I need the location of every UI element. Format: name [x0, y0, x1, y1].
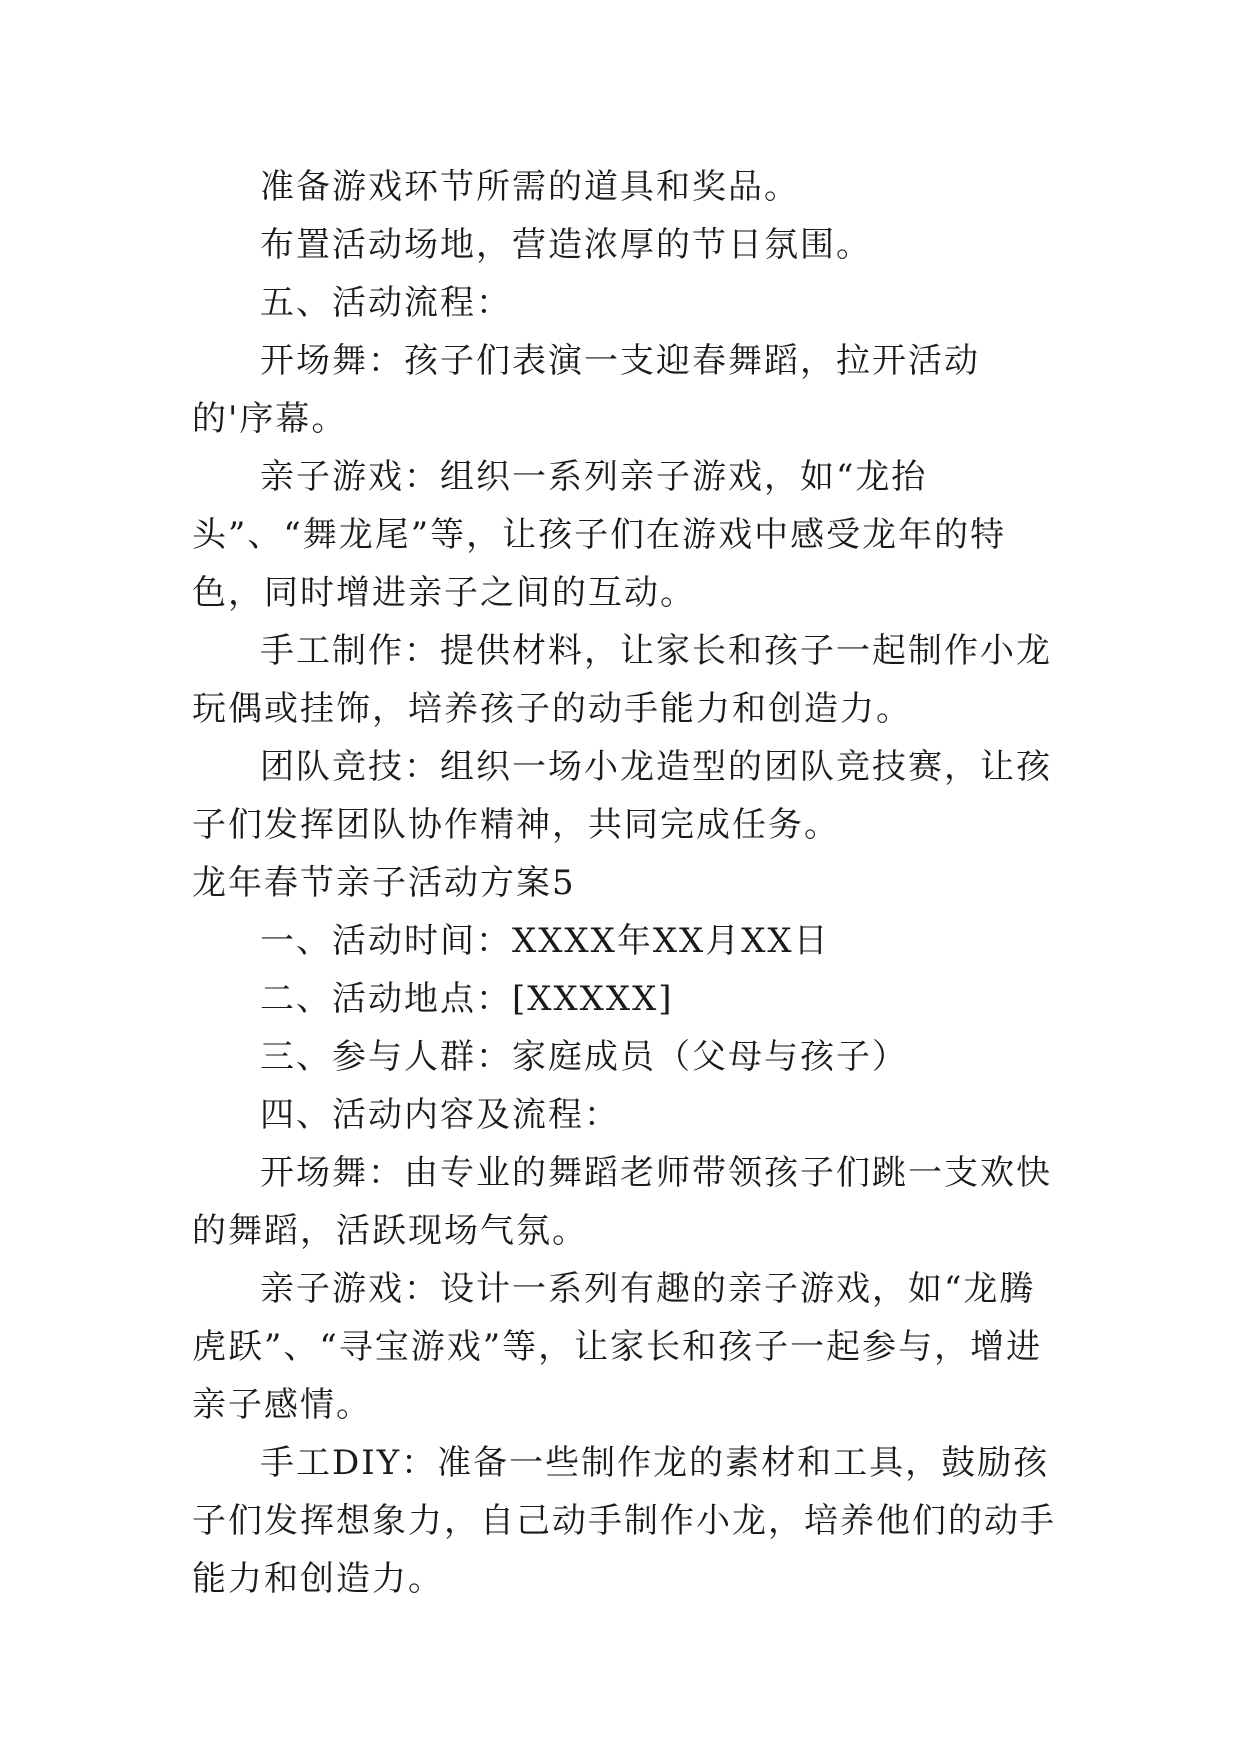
paragraph-opening-dance: 开场舞：孩子们表演一支迎春舞蹈，拉开活动的'序幕。 — [192, 341, 980, 439]
paragraph-team-competition: 团队竞技：组织一场小龙造型的团队竞技赛，让孩子们发挥团队协作精神，共同完成任务。 — [192, 747, 1052, 845]
paragraph-diy: 手工DIY：准备一些制作龙的素材和工具，鼓励孩子们发挥想象力，自己动手制作小龙，培养他们的动手能力和创造力。 — [192, 1443, 1056, 1599]
section-heading-content-flow: 四、活动内容及流程： — [260, 1095, 620, 1135]
paragraph-prepare-props: 准备游戏环节所需的道具和奖品。 — [260, 167, 800, 207]
paragraph-parent-child-games: 亲子游戏：组织一系列亲子游戏，如“龙抬头”、“舞龙尾”等，让孩子们在游戏中感受龙年的特色，同时增进亲子之间的互动。 — [192, 457, 1007, 613]
paragraph-arrange-venue: 布置活动场地，营造浓厚的节日氛围。 — [260, 225, 872, 265]
paragraph-activity-time: 一、活动时间：XXXX年XX月XX日 — [260, 921, 830, 961]
section-heading-activity-flow: 五、活动流程： — [260, 283, 512, 323]
paragraph-parent-child-games-2: 亲子游戏：设计一系列有趣的亲子游戏，如“龙腾虎跃”、“寻宝游戏”等，让家长和孩子一起参与，增进亲子感情。 — [192, 1269, 1043, 1425]
paragraph-handcraft: 手工制作：提供材料，让家长和孩子一起制作小龙玩偶或挂饰，培养孩子的动手能力和创造力。 — [192, 631, 1052, 729]
paragraph-participants: 三、参与人群：家庭成员（父母与孩子） — [260, 1037, 908, 1077]
paragraph-opening-dance-2: 开场舞：由专业的舞蹈老师带领孩子们跳一支欢快的舞蹈，活跃现场气氛。 — [192, 1153, 1052, 1251]
plan-title: 龙年春节亲子活动方案5 — [192, 863, 576, 903]
paragraph-activity-location: 二、活动地点：[XXXXX] — [260, 979, 674, 1019]
document-page — [192, 158, 1062, 1608]
